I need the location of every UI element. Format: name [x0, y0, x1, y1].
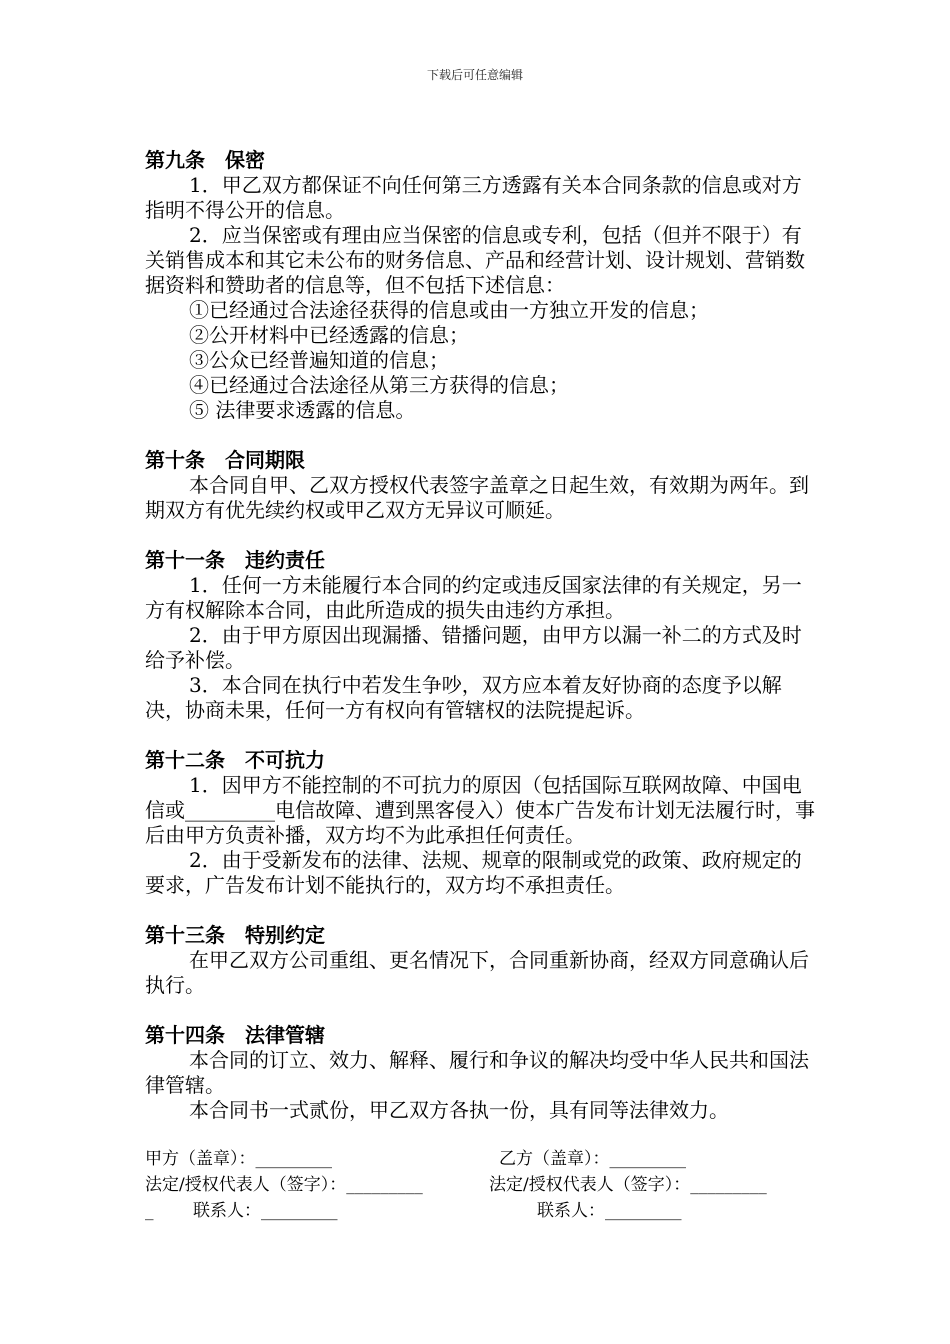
- contract-body: [145, 148, 815, 1123]
- signature-row-contact: [145, 1198, 825, 1224]
- clause-paragraph: 在甲乙双方公司重组、更名情况下，合同重新协商，经双方同意确认后执行。: [145, 948, 809, 997]
- section-spacer: [145, 998, 815, 1023]
- section-spacer: [145, 723, 815, 748]
- section-special-terms: [145, 923, 815, 998]
- stray-underscore: _: [145, 1201, 154, 1221]
- section-jurisdiction: [145, 1023, 815, 1123]
- clause-paragraph: 1．甲乙双方都保证不向任何第三方透露有关本合同条款的信息或对方指明不得公开的信息。: [145, 173, 802, 222]
- clause-paragraph: 3．本合同在执行中若发生争吵，双方应本着友好协商的态度予以解决，协商未果，任何一方有权向有管辖权的法院提起诉。: [145, 673, 782, 722]
- section-spacer: [145, 523, 815, 548]
- section-confidentiality: [145, 148, 815, 423]
- section-title: 第九条 保密: [145, 148, 265, 172]
- signature-block: [145, 1146, 825, 1224]
- page-header-note: 下载后可任意编辑: [426, 68, 523, 82]
- party-a-contact-field: 联系人：_________: [193, 1201, 338, 1221]
- section-spacer: [145, 423, 815, 448]
- section-force-majeure: [145, 748, 815, 898]
- section-title: 第十一条 违约责任: [145, 548, 325, 572]
- section-title: 第十三条 特别约定: [145, 923, 325, 947]
- exception-item: ①已经通过合法途径获得的信息或由一方独立开发的信息；: [189, 298, 709, 322]
- section-title: 第十条 合同期限: [145, 448, 305, 472]
- signature-row-representative: [145, 1172, 825, 1198]
- party-a-seal-field: 甲方（盖章）：_________: [145, 1149, 332, 1169]
- party-b-seal-field: 乙方（盖章）：_________: [499, 1149, 686, 1169]
- section-spacer: [145, 898, 815, 923]
- clause-paragraph: 本合同书一式贰份，甲乙双方各执一份，具有同等法律效力。: [189, 1098, 729, 1122]
- exception-item: ④已经通过合法途径从第三方获得的信息；: [189, 373, 569, 397]
- clause-paragraph: 本合同自甲、乙双方授权代表签字盖章之日起生效，有效期为两年。到期双方有优先续约权或甲乙双方无异议可顺延。: [145, 473, 809, 522]
- clause-paragraph: 1．任何一方未能履行本合同的约定或违反国家法律的有关规定，另一方有权解除本合同，由此所造成的损失由违约方承担。: [145, 573, 802, 622]
- section-contract-term: [145, 448, 815, 523]
- signature-row-seal: [145, 1146, 825, 1172]
- clause-paragraph: 2．由于受新发布的法律、法规、规章的限制或党的政策、政府规定的要求，广告发布计划不能执行的，双方均不承担责任。: [145, 848, 802, 897]
- exception-item: ③公众已经普遍知道的信息；: [189, 348, 449, 372]
- clause-paragraph: 1．因甲方不能控制的不可抗力的原因（包括国际互联网故障、中国电信或_________电信故障、遭到黑客侵入）使本广告发布计划无法履行时，事后由甲方负责补播，双方均不为此承担任何责任。: [145, 773, 815, 847]
- party-a-representative-field: 法定/授权代表人（签字）：_________: [145, 1175, 423, 1195]
- clause-paragraph: 本合同的订立、效力、解释、履行和争议的解决均受中华人民共和国法律管辖。: [145, 1048, 809, 1097]
- party-b-contact-field: 联系人：_________: [537, 1201, 682, 1221]
- exception-item: ②公开材料中已经透露的信息；: [189, 323, 469, 347]
- clause-paragraph: 2．应当保密或有理由应当保密的信息或专利，包括（但并不限于）有关销售成本和其它未公布的财务信息、产品和经营计划、设计规划、营销数据资料和赞助者的信息等，但不包括下述信息：: [145, 223, 805, 297]
- clause-paragraph: 2．由于甲方原因出现漏播、错播问题，由甲方以漏一补二的方式及时给予补偿。: [145, 623, 802, 672]
- section-liability: [145, 548, 815, 723]
- exception-item: ⑤ 法律要求透露的信息。: [189, 398, 416, 422]
- section-title: 第十二条 不可抗力: [145, 748, 325, 772]
- section-title: 第十四条 法律管辖: [145, 1023, 325, 1047]
- party-b-representative-field: 法定/授权代表人（签字）：_________: [489, 1175, 767, 1195]
